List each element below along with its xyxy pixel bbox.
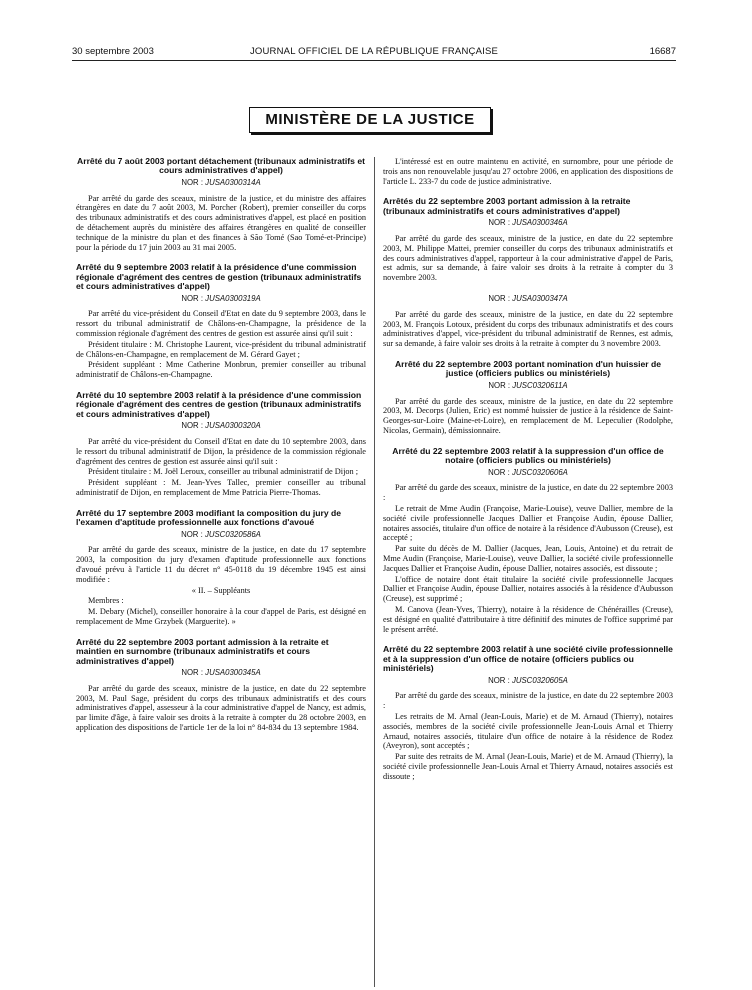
article-paragraph: Par suite des retraits de M. Arnal (Jean-Louis, Marie) et de M. Arnaud (Thierry), la société civile professionnelle Jean-Louis Arnal et Thierry Arnaud, notaires associés est dissoute ;	[383, 752, 673, 781]
article-paragraph: Par arrêté du garde des sceaux, ministre de la justice, en date du 17 septembre 2003, la composition du jury d'examen d'aptitude professionnelle aux fonctions d'avoué prévu à l'article 11 du décret n° 45-0118 du 19 décembre 1945 est ainsi modifiée :	[76, 545, 366, 584]
nor-reference	[383, 218, 673, 228]
nor-code: JUSA0300320A	[205, 421, 261, 431]
article-paragraph: Par suite du décès de M. Dallier (Jacques, Jean, Louis, Antoine) et du retrait de Mme Audin (Françoise, Marie-Louise), veuve Dallier, la société civile professionnelle Jacques Dallier et Françoise Audin, épouse Dallier, notaires associés, est dissoute ;	[383, 544, 673, 573]
article-paragraph: Par arrêté du garde des sceaux, ministre de la justice, en date du 22 septembre 2003, M. François Lotoux, président du corps des tribunaux administratifs et des cours administratives d'appel, vice-président du tribunal administratif de Rennes, est admis, sur sa demande, à faire valoir ses droits à la retraite à compter du 3 novembre 2003.	[383, 309, 673, 349]
article-paragraph: Par arrêté du garde des sceaux, ministre de la justice, en date du 22 septembre 2003, M. Decorps (Julien, Eric) est nommé huissier de justice à la résidence de Saint-Georges-sur-Loire (Maine-et-Loire), en remplacement de M. Lepeculier (Rodolphe, Nicolas, Germain), démissionnaire.	[383, 396, 673, 435]
article-title: Arrêté du 10 septembre 2003 relatif à la présidence d'une commission régionale d'agrément des centres de gestion (tribunaux administratifs et cours administratives d'appel)	[76, 389, 362, 419]
nor-label: NOR :	[181, 529, 203, 539]
article	[383, 294, 673, 349]
right-column	[383, 157, 673, 793]
article-paragraph: Par arrêté du garde des sceaux, ministre de la justice, en date du 22 septembre 2003, M. Paul Sage, président du corps des tribunaux administratifs et des cours administratives d'appel, assesseur à la cour administrative d'appel de Nancy, est admis, par limite d'âge, à faire valoir ses droits à la retraite à compter du 28 octobre 2003, en application des dispositions de l'article 1er de la loi n° 84-834 du 13 septembre 1984.	[76, 683, 366, 732]
nor-reference	[383, 676, 673, 686]
column-separator	[374, 157, 375, 987]
article-title: Arrêté du 22 septembre 2003 relatif à la suppression d'un office de notaire (officiers publics ou ministériels)	[392, 445, 664, 466]
header-date: 30 septembre 2003	[72, 46, 154, 57]
article-title: Arrêté du 22 septembre 2003 portant admission à la retraite et maintien en surnombre (tribunaux administratifs et cours administratives d'appel)	[76, 636, 329, 666]
article	[76, 263, 366, 380]
nor-code: JUSA0300347A	[512, 293, 568, 303]
nor-code: JUSC0320586A	[204, 529, 261, 539]
article	[383, 360, 673, 436]
article-paragraph: Le retrait de Mme Audin (Françoise, Marie-Louise), veuve Dallier, membre de la société civile professionnelle Jacques Dallier et Françoise Audin, épouse Dallier, notaires associés, titulaire d'un office de notaire à la résidence d'Aubusson (Creuse), est accepté ;	[383, 503, 673, 543]
nor-code: JUSA0300345A	[205, 667, 261, 677]
article-paragraph: L'office de notaire dont était titulaire la société civile professionnelle Jacques Dallier et Françoise Audin, épouse Dallier, notaires associés à la résidence d'Aubusson (Creuse), est supprimé ;	[383, 574, 673, 604]
nor-code: JUSA0300319A	[205, 293, 261, 303]
nor-label: NOR :	[488, 675, 510, 685]
article-paragraph: Président titulaire : M. Christophe Laurent, vice-président du tribunal administratif de Châlons-en-Champagne, en remplacement de M. Gérard Gayet ;	[76, 339, 366, 359]
article	[76, 391, 366, 498]
article-paragraph: Par arrêté du garde des sceaux, ministre de la justice, en date du 22 septembre 2003, M. Philippe Mattei, premier conseiller du corps des tribunaux administratifs et des cours administratives d'appel, rapporteur à la cour administrative d'appel de Paris, est admis, sur sa demande, à faire valoir ses droits à la retraite à compter du 3 novembre 2003.	[383, 234, 673, 283]
article-paragraph: « II. – Suppléants	[191, 585, 251, 595]
article-paragraph: Par arrêté du garde des sceaux, ministre de la justice, en date du 22 septembre 2003 :	[383, 483, 673, 503]
article	[76, 157, 366, 252]
article	[76, 638, 366, 733]
article	[383, 447, 673, 635]
nor-reference	[383, 381, 673, 391]
nor-code: JUSA0300346A	[512, 218, 568, 228]
nor-label: NOR :	[488, 467, 510, 477]
article-title: Arrêtés du 22 septembre 2003 portant admission à la retraite (tribunaux administratifs et cours administratives d'appel)	[383, 196, 631, 216]
nor-code: JUSC0320605A	[511, 675, 568, 685]
nor-label: NOR :	[181, 421, 203, 431]
nor-code: JUSC0320606A	[511, 467, 568, 477]
header-rule	[72, 60, 676, 61]
article-title: Arrêté du 9 septembre 2003 relatif à la présidence d'une commission régionale d'agrément des centres de gestion (tribunaux administratifs et cours administratives d'appel)	[76, 262, 362, 292]
article-paragraph: M. Canova (Jean-Yves, Thierry), notaire à la résidence de Chénérailles (Creuse), est désigné en qualité d'attributaire à titre définitif des minutes de l'office supprimé par le présent arrêté.	[383, 604, 673, 634]
nor-reference	[76, 421, 366, 431]
header-page-number: 16687	[649, 46, 676, 57]
nor-code: JUSA0300314A	[205, 177, 261, 187]
article	[383, 645, 673, 781]
article-paragraph: Par arrêté du vice-président du Conseil d'Etat en date du 9 septembre 2003, dans le ressort du tribunal administratif de Châlons-en-Champagne, la présidence de la commission régionale d'agrément des centres de gestion est assurée ainsi qu'il suit :	[76, 309, 366, 338]
nor-reference	[383, 468, 673, 478]
nor-label: NOR :	[488, 293, 510, 303]
article-paragraph: Par arrêté du vice-président du Conseil d'Etat en date du 10 septembre 2003, dans le ressort du tribunal administratif de Dijon, la présidence de la commission régionale d'agrément des centres de gestion est assurée ainsi qu'il suit :	[76, 437, 366, 466]
article-title: Arrêté du 22 septembre 2003 portant nomination d'un huissier de justice (officiers publics ou ministériels)	[394, 358, 662, 379]
article-paragraph: Président titulaire : M. Joël Leroux, conseiller au tribunal administratif de Dijon ;	[88, 467, 359, 477]
article-paragraph: Par arrêté du garde des sceaux, ministre de la justice, et du ministre des affaires étrangères en date du 7 août 2003, M. Porcher (Robert), premier conseiller du corps des tribunaux administratifs et des cours administratives d'appel, est placé en position de détachement auprès du ministère des affaires étrangères en qualité de conseiller technique de la ministre du plan et des finances à São Tomé (Sao Tomé-et-Principe) pour la période du 17 juin 2003 au 31 mai 2005.	[76, 193, 366, 252]
nor-label: NOR :	[488, 380, 511, 390]
article-title: Arrêté du 22 septembre 2003 relatif à une société civile professionnelle et à la suppression d'un office de notaire (officiers publics ou ministériels)	[383, 644, 673, 674]
left-column	[76, 157, 366, 744]
nor-label: NOR :	[181, 177, 203, 187]
article-paragraph: M. Debary (Michel), conseiller honoraire à la cour d'appel de Paris, est désigné en remplacement de Mme Grzybek (Marguerite). »	[76, 607, 366, 626]
nor-reference	[76, 668, 366, 678]
ministry-title: MINISTÈRE DE LA JUSTICE	[249, 107, 491, 133]
article	[383, 197, 673, 283]
article-paragraph: Membres :	[88, 596, 124, 606]
nor-label: NOR :	[181, 293, 203, 303]
page-header	[72, 46, 676, 60]
nor-reference	[76, 294, 366, 304]
nor-reference	[76, 178, 366, 188]
nor-reference	[383, 294, 673, 304]
article-title: Arrêté du 7 août 2003 portant détachement (tribunaux administratifs et cours administratives d'appel)	[77, 156, 365, 176]
nor-label: NOR :	[488, 218, 510, 228]
article-paragraph: L'intéressé est en outre maintenu en activité, en surnombre, pour une période de trois ans non renouvelable jusqu'au 27 octobre 2006, en application des dispositions de l'article L. 233-7 du code de justice administrative.	[383, 157, 673, 186]
article	[383, 157, 673, 186]
nor-reference	[76, 530, 366, 540]
nor-code: JUSC0320611A	[512, 380, 568, 390]
article-paragraph: Par arrêté du garde des sceaux, ministre de la justice, en date du 22 septembre 2003 :	[383, 691, 673, 711]
article	[76, 509, 366, 627]
nor-label: NOR :	[181, 667, 203, 677]
article-paragraph: Président suppléant : Mme Catherine Monbrun, premier conseiller au tribunal administratif de Châlons-en-Champagne.	[76, 360, 366, 380]
article-title: Arrêté du 17 septembre 2003 modifiant la composition du jury de l'examen d'aptitude professionnelle aux fonctions d'avoué	[76, 507, 342, 528]
article-paragraph: Président suppléant : M. Jean-Yves Tallec, premier conseiller au tribunal administratif de Dijon, en remplacement de Mme Patricia Pierre-Thomas.	[76, 478, 366, 497]
header-journal-title: JOURNAL OFFICIEL DE LA RÉPUBLIQUE FRANÇAISE	[249, 46, 499, 57]
article-paragraph: Les retraits de M. Arnal (Jean-Louis, Marie) et de M. Arnaud (Thierry), notaires associés, membres de la société civile professionnelle Jean-Louis Arnal et Thierry Arnaud, notaires associés, titulaire d'un office de notaire à la résidence de Rodez (Aveyron), sont acceptés ;	[383, 711, 673, 751]
